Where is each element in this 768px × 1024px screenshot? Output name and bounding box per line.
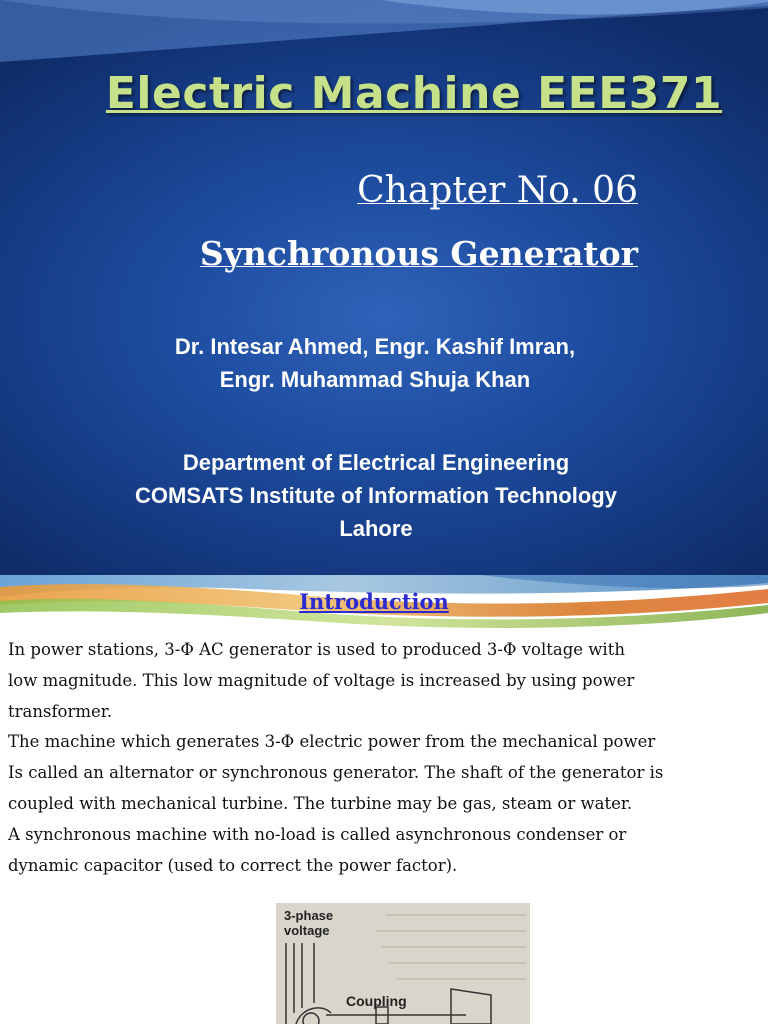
authors-line-2: Engr. Muhammad Shuja Khan [219,367,531,392]
department [0,446,752,545]
slide-title: Electric Machine EEE371 [105,68,723,119]
text-line: low magnitude. This low magnitude of voltage is increased by using power [8,670,635,690]
figure-label-coupling: Coupling [346,993,407,1009]
generator-diagram-image [276,903,530,1024]
introduction-heading: Introduction [299,589,449,614]
text-line: dynamic capacitor (used to correct the power factor). [8,855,458,875]
figure-label-voltage: 3-phase voltage [284,908,334,938]
authors-line-1: Dr. Intesar Ahmed, Engr. Kashif Imran, [174,334,576,359]
authors [0,330,750,396]
department-line-1: Department of Electrical Engineering [182,450,570,475]
text-line: coupled with mechanical turbine. The turbine may be gas, steam or water. [8,793,633,813]
text-line: A synchronous machine with no-load is called asynchronous condenser or [8,824,627,844]
text-line: transformer. [8,701,113,721]
slide-subtitle: Synchronous Generator [199,234,638,273]
introduction-slide [0,575,768,1024]
introduction-text [8,635,760,881]
text-line: Is called an alternator or synchronous generator. The shaft of the generator is [8,763,664,783]
department-line-3: Lahore [339,516,413,541]
department-line-2: COMSATS Institute of Information Technology [135,483,617,508]
text-line: The machine which generates 3-Φ electric power from the mechanical power [8,732,656,752]
text-line: In power stations, 3-Φ AC generator is used to produced 3-Φ voltage with [8,640,625,659]
chapter-number: Chapter No. 06 [357,170,638,211]
